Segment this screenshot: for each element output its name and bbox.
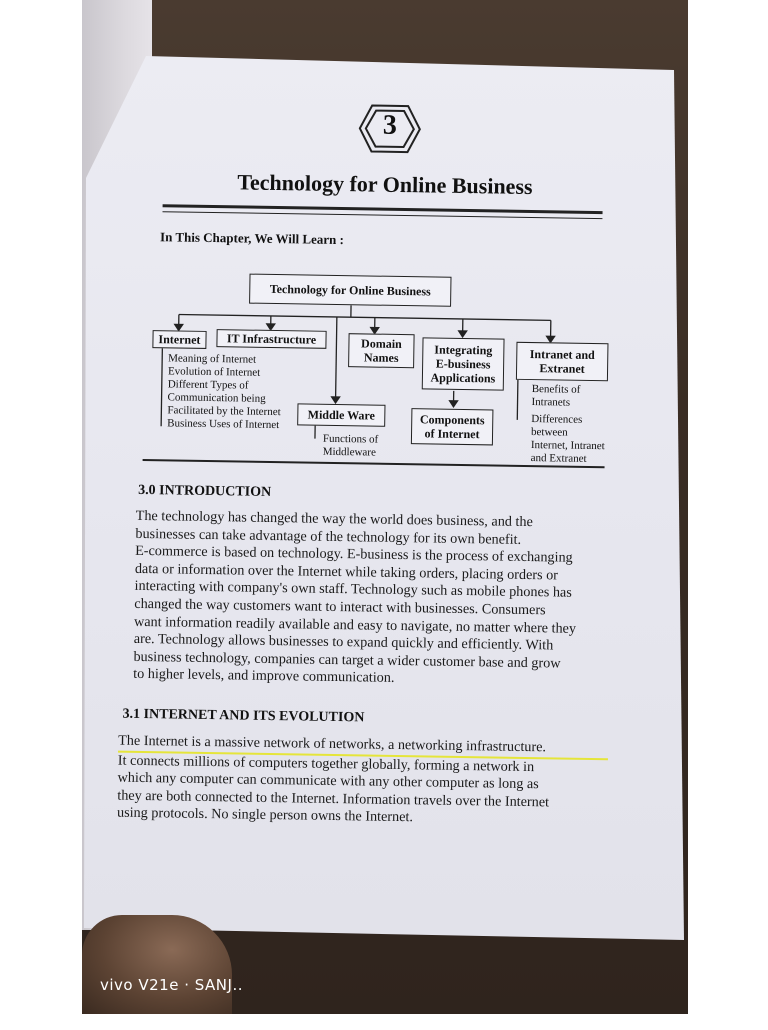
integrating-line: Integrating [434, 343, 492, 358]
internet-item: Evolution of Internet [168, 365, 260, 379]
diagram-root-box: Technology for Online Business [249, 274, 451, 307]
introduction-paragraph [133, 508, 606, 691]
diagram-it-infrastructure-box: IT Infrastructure [216, 329, 326, 349]
learn-label: In This Chapter, We Will Learn : [160, 229, 344, 248]
paragraph-line: It connects millions of computers together globally, forming a network in [118, 752, 608, 777]
intranet-line: Extranet [539, 361, 585, 376]
intranet-item: Differences [531, 413, 582, 427]
paragraph-line: they are both connected to the Internet. Information travels over the Internet [117, 787, 607, 812]
paragraph-line: are. Technology allows businesses to expand quickly and efficiently. With [134, 631, 604, 656]
diagram-middleware-box: Middle Ware [297, 403, 385, 426]
paragraph-line: businesses can take advantage of the technology for its own benefit. [135, 525, 605, 550]
internet-item: Business Uses of Internet [167, 417, 279, 432]
domain-line: Names [364, 350, 399, 365]
paragraph-line: E-commerce is based on technology. E-business is the process of exchanging [135, 543, 605, 568]
intranet-line: Intranet and [530, 347, 595, 362]
diagram-domain-names-box [348, 333, 415, 368]
intranet-item: Benefits of [532, 383, 581, 397]
internet-item: Meaning of Internet [168, 352, 256, 366]
middleware-item: Middleware [323, 446, 376, 460]
highlighted-line: The Internet is a massive network of networks, a networking infrastructure. [118, 733, 608, 760]
thumb-in-photo [82, 915, 232, 1014]
middleware-item: Functions of [323, 433, 379, 447]
integrating-line: Applications [430, 370, 495, 385]
paragraph-line: business technology, companies can target a wider customer base and grow [133, 649, 603, 674]
chapter-title: Technology for Online Business [165, 168, 605, 201]
integrating-line: E-business [436, 357, 491, 372]
components-line: of Internet [424, 426, 479, 441]
intranet-item: Intranets [531, 396, 570, 410]
camera-watermark: vivo V21e · SANJ.. [100, 976, 243, 994]
components-line: Components [420, 412, 485, 427]
paragraph-line: using protocols. No single person owns the Internet. [117, 805, 607, 830]
diagram-internet-box: Internet [152, 330, 206, 349]
diagram-intranet-box [516, 342, 609, 381]
diagram-components-box [411, 408, 494, 445]
internet-item: Facilitated by the Internet [167, 404, 281, 419]
internet-paragraph [117, 733, 608, 831]
paragraph-line: which any computer can communicate with any other computer as long as [117, 770, 607, 795]
intranet-item: Internet, Intranet [531, 439, 605, 453]
section-heading-internet-evolution: 3.1 INTERNET AND ITS EVOLUTION [122, 707, 364, 727]
internet-item: Communication being [167, 391, 265, 406]
intranet-item: and Extranet [531, 452, 587, 466]
paragraph-line: data or information over the Internet while taking orders, placing orders or [135, 561, 605, 586]
diagram-integrating-box [422, 337, 505, 390]
intranet-item: between [531, 426, 568, 440]
section-heading-introduction: 3.0 INTRODUCTION [138, 483, 271, 501]
paragraph-line: changed the way customers want to interact with businesses. Consumers [134, 596, 604, 621]
paragraph-line: to higher levels, and improve communication. [133, 666, 603, 691]
paragraph-line: The technology has changed the way the world does business, and the [136, 508, 606, 533]
paragraph-line: want information readily available and easy to navigate, no matter where they [134, 613, 604, 638]
internet-item: Different Types of [168, 378, 249, 392]
paragraph-line: interacting with company's own staff. Technology such as mobile phones has [134, 578, 604, 603]
chapter-number: 3 [358, 109, 422, 142]
domain-line: Domain [361, 336, 402, 351]
